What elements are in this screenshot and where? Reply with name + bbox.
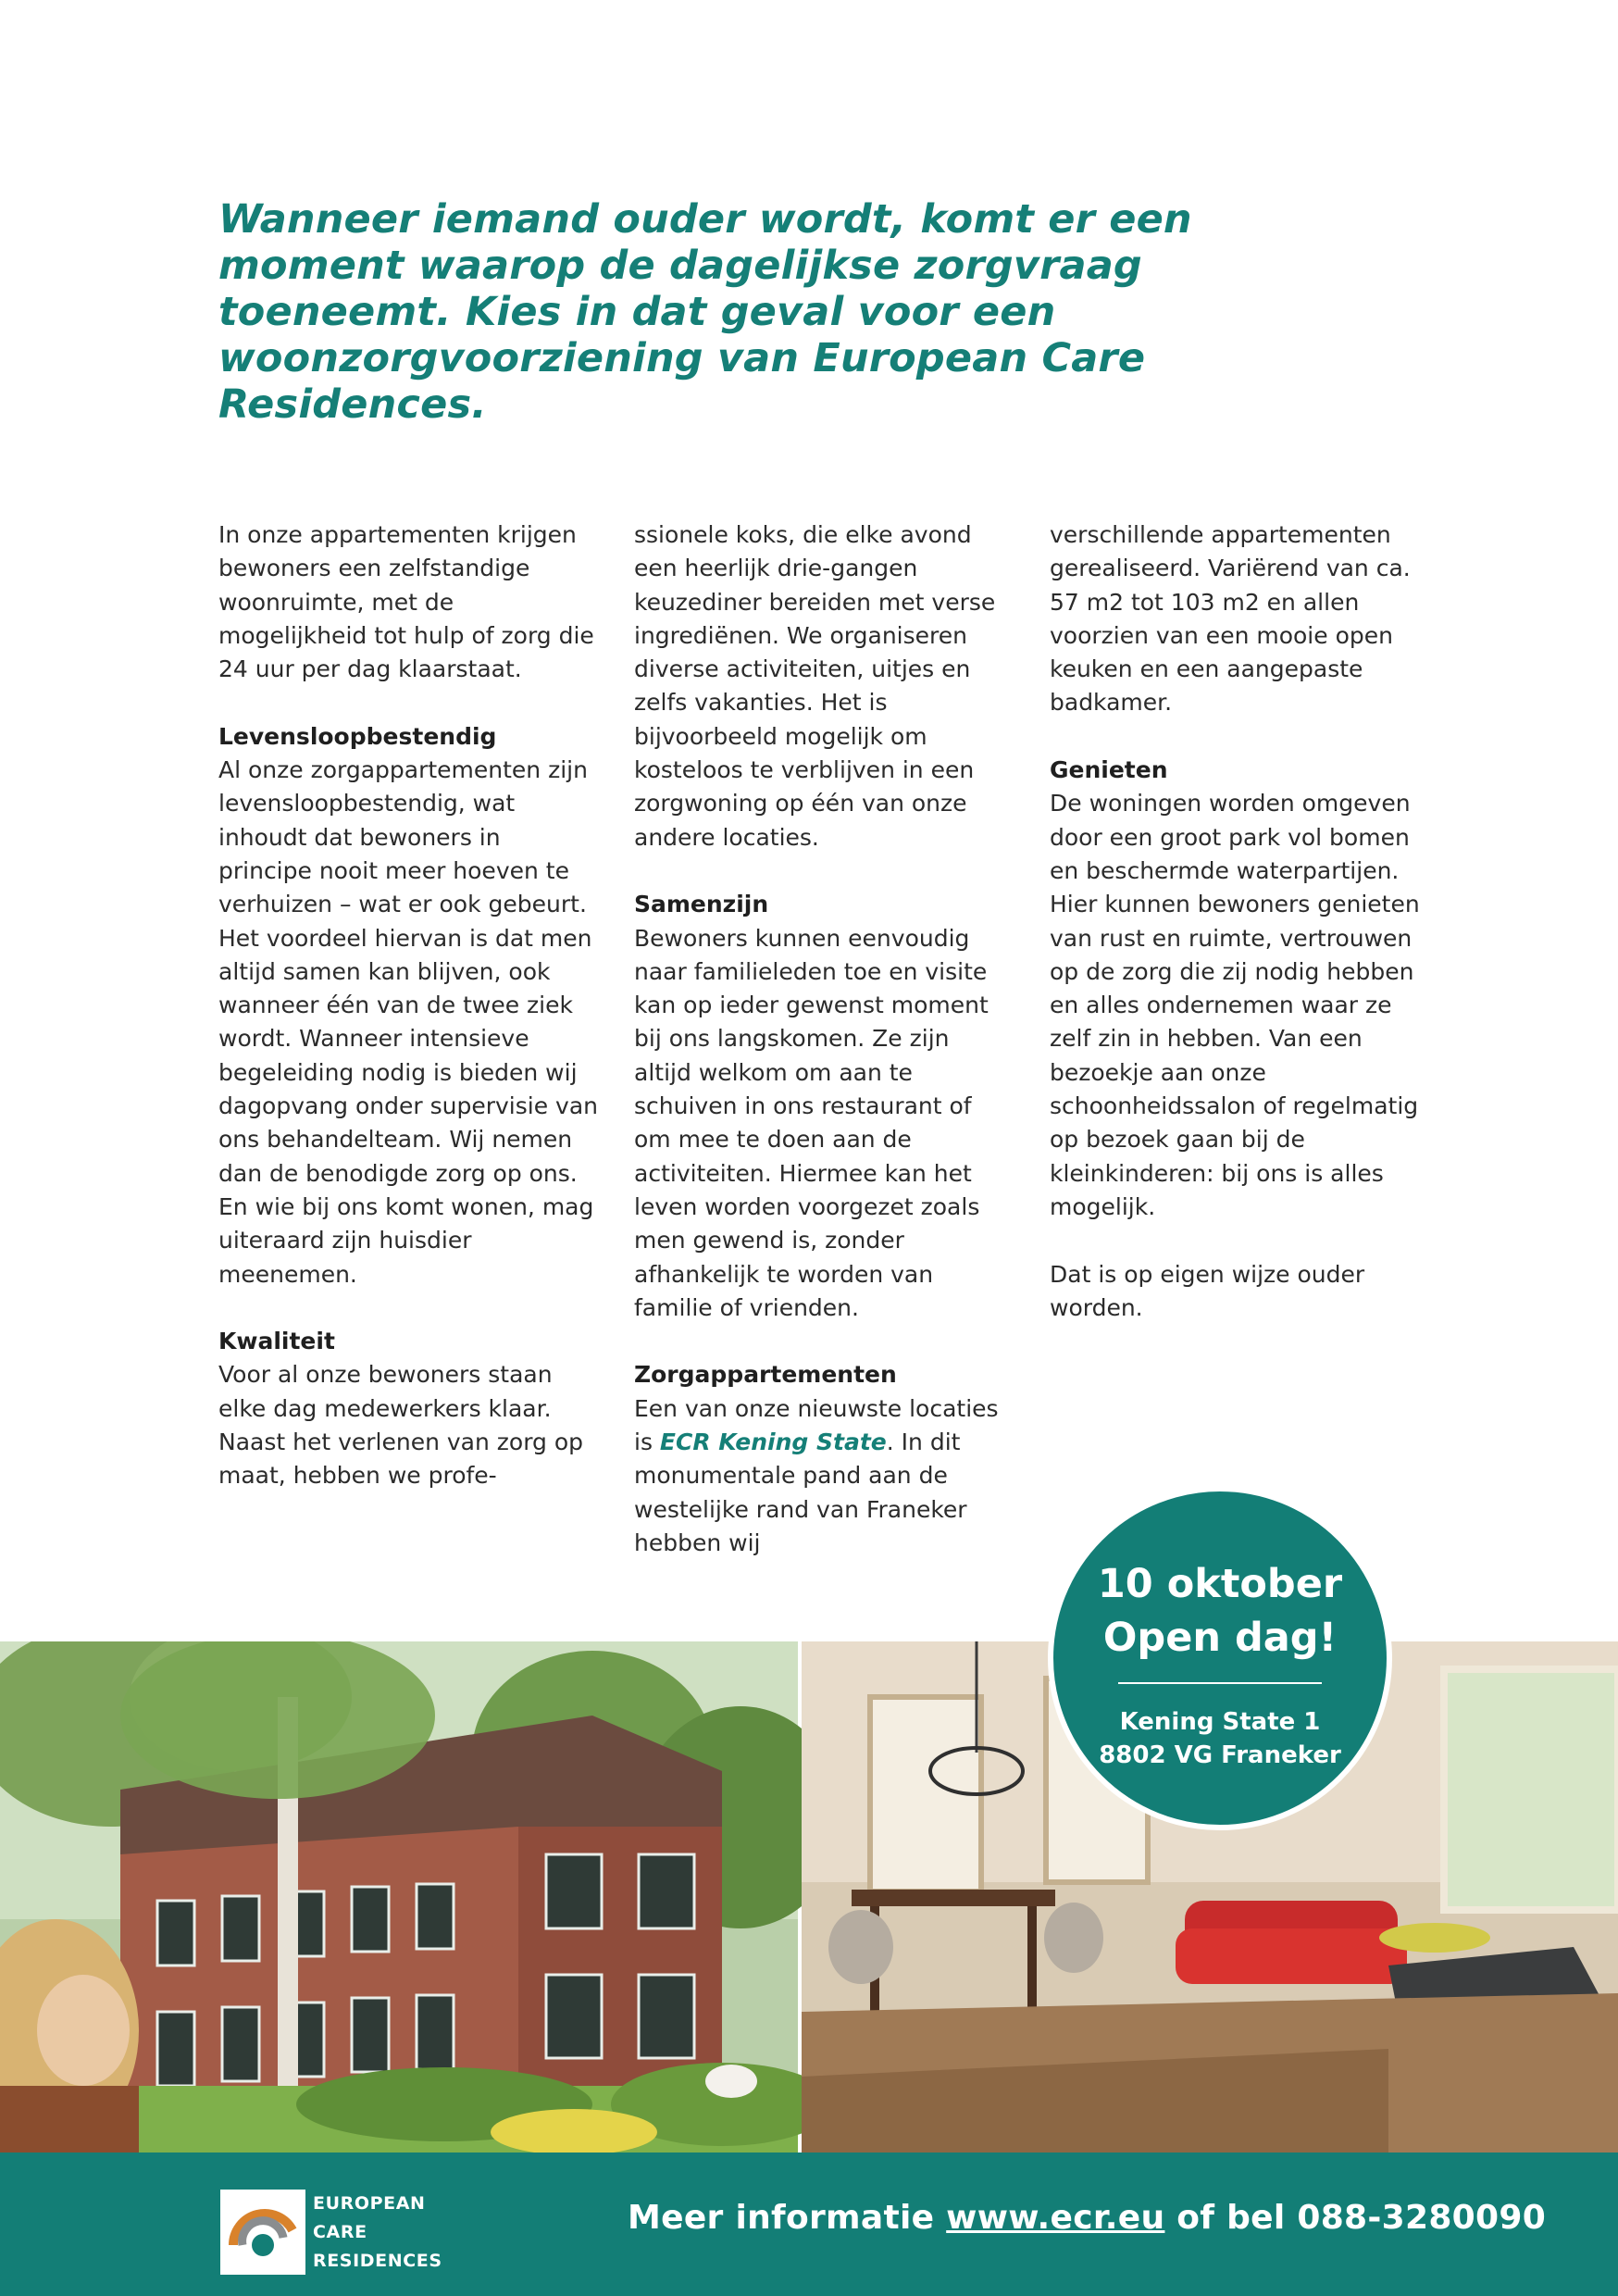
heading-zorgappartementen: Zorgappartementen (634, 1361, 897, 1389)
paragraph-genieten: De woningen worden omgeven door een groot park vol bomen en beschermde waterpartijen. Hier kunnen bewoners genieten van rust en ruimte, vertrouwen op de zorg die zij nodig hebben en alles ondernemen waar ze zelf zin in hebben. Van een bezoekje aan onze schoonheidssalon of regelmatig op bezoek gaan bij de kleinkinderen: bij ons is alles mogelijk. (1050, 790, 1420, 1220)
badge-divider (1118, 1682, 1322, 1684)
contact-text-start: Meer informatie (628, 2199, 947, 2237)
paragraph-kwaliteit: Voor al onze bewoners staan elke dag medewerkers klaar. Naast het verlenen van zorg op maat, hebben we profe- (218, 1361, 584, 1490)
intro-paragraph: In onze appartementen krijgen bewoners een zelfstandige woonruimte, met de mogelijkheid tot hulp of zorg die 24 uur per dag klaarstaat. (218, 521, 594, 683)
headline: Wanneer iemand ouder wordt, komt er een moment waarop de dagelijkse zorgvraag toeneemt. Kies in dat geval voor een woonzorgvoorziening van European Care Residences. (218, 196, 1192, 428)
open-day-badge (1048, 1486, 1392, 1830)
paragraph-continued: ssionele koks, die elke avond een heerlijk drie-gangen keuzediner bereiden met verse ingrediënen. We organiseren diverse activiteiten, uitjes en zelfs vakanties. Het is bijvoorbeeld mogelijk om kosteloos te verblijven in een zorgwoning op één van onze andere locaties. (634, 521, 996, 851)
ecr-logo (220, 2190, 442, 2282)
logo-line-care: CARE (313, 2222, 367, 2242)
logo-line-residences: RESIDENCES (313, 2251, 442, 2271)
text-column-3 (1050, 518, 1429, 1358)
logo-mark (220, 2190, 305, 2275)
heading-levensloopbestendig: Levensloopbestendig (218, 722, 497, 750)
paragraph-appartementen: verschillende appartementen gerealiseerd. Variërend van ca. 57 m2 tot 103 m2 en allen voorzien van een mooie open keuken en een aangepaste badkamer. (1050, 521, 1411, 717)
badge-address-street: Kening State 1 (1119, 1708, 1321, 1736)
footer-bar (0, 2152, 1618, 2296)
logo-line-european: EUROPEAN (313, 2193, 426, 2214)
contact-line (628, 2195, 1546, 2241)
contact-phone-text: of bel 088-3280090 (1164, 2199, 1547, 2237)
paragraph-levensloopbestendig: Al onze zorgappartementen zijn levensloopbestendig, wat inhoudt dat bewoners in principe nooit meer hoeven te verhuizen – wat er ook gebeurt. Het voordeel hiervan is dat men altijd samen kan blijven, ook wanneer één van de twee ziek wordt. Wanneer intensieve begeleiding nodig is bieden wij dagopvang onder supervisie van ons behandelteam. Wij nemen dan de benodigde zorg op ons. En wie bij ons komt wonen, mag uiteraard zijn huisdier meenemen. (218, 756, 599, 1288)
badge-date: 10 oktober (1097, 1561, 1343, 1607)
heading-kwaliteit: Kwaliteit (218, 1328, 335, 1355)
text-segment: Een van onze nieuwste locaties is (634, 1394, 999, 1456)
website-link[interactable]: www.ecr.eu (946, 2199, 1165, 2237)
paragraph-zorgappartementen (634, 1392, 1014, 1560)
paragraph-samenzijn: Bewoners kunnen eenvoudig naar familieleden toe en visite kan op ieder gewenst moment bij ons langskomen. Ze zijn altijd welkom om aan te schuiven in ons restaurant of om mee te doen aan de activiteiten. Hiermee kan het leven worden voorgezet zoals men gewend is, zonder afhankelijk te worden van familie of vrienden. (634, 924, 989, 1321)
location-highlight: ECR Kening State (659, 1429, 887, 1456)
heading-genieten: Genieten (1050, 756, 1168, 784)
logo-icon (220, 2190, 305, 2275)
text-column-2 (634, 518, 1014, 1594)
text-column-1 (218, 518, 598, 1527)
badge-title: Open dag! (1102, 1615, 1338, 1661)
heading-samenzijn: Samenzijn (634, 891, 769, 918)
logo-wordmark (313, 2190, 442, 2276)
building-photo (0, 1641, 842, 2152)
closing-paragraph: Dat is op eigen wijze ouder worden. (1050, 1260, 1365, 1321)
text-segment: . In dit monumentale pand aan de westelijke rand van Franeker hebben wij (634, 1429, 967, 1556)
badge-address-city: 8802 VG Franeker (1099, 1741, 1341, 1769)
